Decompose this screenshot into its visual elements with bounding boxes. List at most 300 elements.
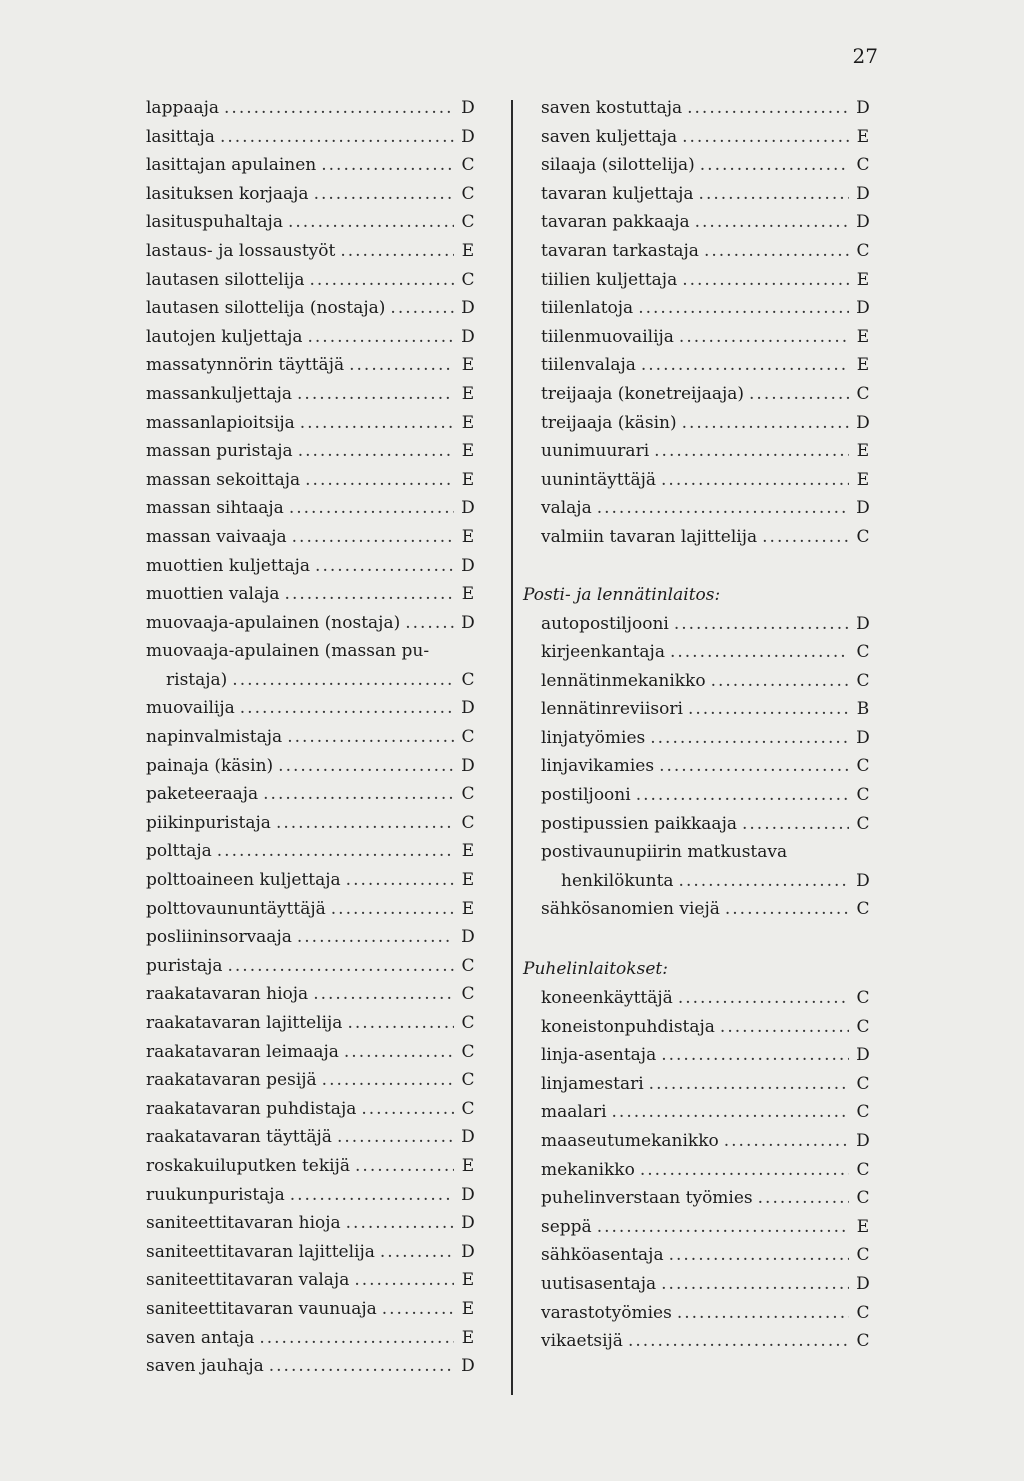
wage-class: E — [856, 126, 870, 147]
occupation-name: lautasen silottelija (nostaja) — [146, 298, 386, 319]
wage-class: C — [461, 212, 475, 233]
dot-leader — [240, 694, 454, 723]
dot-leader — [641, 351, 849, 380]
occupation-row — [541, 838, 871, 867]
dot-leader — [355, 1152, 454, 1181]
section-gap — [541, 552, 871, 580]
occupation-name: massan sekoittaja — [146, 469, 301, 490]
occupation-row — [541, 494, 871, 523]
occupation-row — [146, 1209, 476, 1238]
occupation-row — [146, 237, 476, 266]
wage-class: C — [461, 1013, 475, 1033]
occupation-row — [541, 638, 871, 667]
occupation-row — [146, 409, 476, 438]
wage-class: E — [461, 1298, 475, 1319]
wage-class: D — [461, 1127, 475, 1148]
occupation-name: henkilökunta — [561, 870, 674, 891]
dot-leader — [711, 667, 849, 696]
occupation-row — [541, 123, 871, 152]
occupation-row — [146, 552, 476, 581]
wage-class: C — [461, 984, 475, 1005]
dot-leader — [695, 208, 849, 237]
dot-leader — [650, 724, 849, 753]
occupation-name: postipussien paikkaaja — [541, 813, 737, 834]
dot-leader — [289, 494, 454, 523]
dot-leader — [288, 208, 454, 237]
occupation-row — [146, 1009, 476, 1038]
occupation-row — [146, 1295, 476, 1324]
wage-class: D — [461, 1213, 475, 1234]
dot-leader — [313, 980, 454, 1009]
occupation-row — [541, 1327, 871, 1356]
occupation-name: valaja — [541, 498, 592, 519]
wage-class: D — [461, 1356, 475, 1377]
wage-class: E — [461, 526, 475, 547]
wage-class: E — [856, 355, 870, 376]
occupation-name: lautojen kuljettaja — [146, 326, 303, 347]
wage-class: E — [461, 870, 475, 891]
dot-leader — [315, 552, 454, 581]
occupation-row — [541, 1213, 871, 1242]
occupation-row — [146, 1038, 476, 1067]
dot-leader — [220, 123, 454, 152]
occupation-name: silaaja (silottelija) — [541, 155, 695, 176]
dot-leader — [612, 1098, 849, 1127]
occupation-name: lennätinreviisori — [541, 699, 683, 720]
dot-leader — [682, 266, 849, 295]
occupation-name: treijaaja (käsin) — [541, 412, 677, 433]
dot-leader — [679, 323, 849, 352]
wage-class: C — [461, 784, 475, 805]
wage-class: C — [856, 785, 870, 806]
occupation-row — [541, 437, 871, 466]
dot-leader — [597, 494, 849, 523]
occupation-name: massanlapioitsija — [146, 412, 295, 433]
occupation-name: raakatavaran lajittelija — [146, 1013, 343, 1033]
occupation-name: linjatyömies — [541, 727, 646, 748]
dot-leader — [344, 1038, 454, 1067]
occupation-name: massan vaivaaja — [146, 526, 287, 547]
occupation-row — [541, 1184, 871, 1213]
dot-leader — [597, 1213, 849, 1242]
occupation-row — [541, 294, 871, 323]
wage-class: C — [856, 813, 870, 834]
occupation-row — [541, 810, 871, 839]
dot-leader — [217, 837, 454, 866]
occupation-row — [146, 1152, 476, 1181]
wage-class: D — [856, 498, 870, 519]
wage-class: C — [856, 1331, 870, 1352]
occupation-name: vikaetsijä — [541, 1331, 623, 1352]
occupation-row — [146, 266, 476, 295]
wage-class: D — [856, 412, 870, 433]
occupation-name: polttoaineen kuljettaja — [146, 870, 341, 891]
wage-class: D — [461, 612, 475, 633]
occupation-row — [541, 781, 871, 810]
dot-leader — [322, 1066, 454, 1095]
wage-class: C — [856, 155, 870, 176]
occupation-row — [146, 1123, 476, 1152]
wage-class: C — [856, 756, 870, 777]
occupation-name: tavaran kuljettaja — [541, 183, 694, 204]
wage-class: D — [856, 212, 870, 233]
wage-class: C — [856, 899, 870, 920]
occupation-row — [541, 266, 871, 295]
dot-leader — [308, 323, 455, 352]
dot-leader — [269, 1352, 454, 1381]
dot-leader — [347, 1009, 454, 1038]
occupation-row — [146, 494, 476, 523]
dot-leader — [314, 180, 454, 209]
dot-leader — [749, 380, 849, 409]
dot-leader — [292, 523, 454, 552]
dot-leader — [224, 94, 454, 123]
dot-leader — [725, 895, 849, 924]
wage-class: C — [461, 669, 475, 690]
occupation-name: ruukunpuristaja — [146, 1184, 285, 1205]
occupation-row — [541, 667, 871, 696]
occupation-name: sähköasentaja — [541, 1245, 664, 1266]
occupation-name: tiilenvalaja — [541, 355, 636, 376]
dot-leader — [674, 610, 849, 639]
dot-leader — [700, 151, 849, 180]
occupation-row — [541, 523, 871, 552]
wage-class: E — [461, 1327, 475, 1348]
occupation-row — [541, 1013, 871, 1042]
occupation-row — [146, 123, 476, 152]
wage-class: B — [856, 699, 870, 720]
wage-class: D — [856, 183, 870, 204]
occupation-name: saven jauhaja — [146, 1356, 264, 1377]
dot-leader — [390, 294, 454, 323]
occupation-name: puhelinverstaan työmies — [541, 1188, 753, 1209]
dot-leader — [259, 1324, 454, 1353]
occupation-row — [146, 437, 476, 466]
occupation-row — [146, 866, 476, 895]
wage-class: D — [461, 1184, 475, 1205]
occupation-name: lasittaja — [146, 126, 215, 147]
occupation-name: saven kuljettaja — [541, 126, 678, 147]
wage-class: D — [856, 870, 870, 891]
dot-leader — [649, 1070, 849, 1099]
dot-leader — [762, 523, 849, 552]
wage-class: D — [461, 555, 475, 576]
occupation-name: koneenkäyttäjä — [541, 988, 673, 1009]
occupation-name: lasituspuhaltaja — [146, 212, 283, 233]
occupation-row — [541, 895, 871, 924]
wage-class: C — [856, 1016, 870, 1037]
occupation-name: ristaja) — [166, 669, 228, 690]
wage-class: C — [856, 1245, 870, 1266]
occupation-row — [541, 695, 871, 724]
occupation-row — [541, 1127, 871, 1156]
occupation-name: tiilien kuljettaja — [541, 269, 678, 290]
wage-class: D — [856, 1273, 870, 1294]
wage-class: D — [461, 755, 475, 776]
dot-leader — [687, 94, 849, 123]
dot-leader — [678, 984, 849, 1013]
occupation-row — [146, 380, 476, 409]
wage-class: E — [461, 355, 475, 376]
dot-leader — [298, 437, 454, 466]
dot-leader — [670, 638, 849, 667]
occupation-row — [146, 752, 476, 781]
occupation-name: muottien kuljettaja — [146, 555, 311, 576]
occupation-name: raakatavaran leimaaja — [146, 1041, 339, 1062]
occupation-name: uunimuurari — [541, 441, 650, 462]
wage-class: E — [856, 441, 870, 462]
occupation-name: tiilenmuovailija — [541, 326, 674, 347]
occupation-name: massan sihtaaja — [146, 498, 284, 519]
occupation-row — [146, 1238, 476, 1267]
occupation-name: roskakuiluputken tekijä — [146, 1155, 351, 1176]
occupation-name: treijaaja (konetreijaaja) — [541, 383, 745, 404]
occupation-name: valmiin tavaran lajittelija — [541, 526, 758, 547]
occupation-name: postivaunupiirin matkustava — [541, 842, 788, 863]
occupation-name: koneistonpuhdistaja — [541, 1016, 715, 1037]
occupation-row — [146, 523, 476, 552]
occupation-row — [146, 151, 476, 180]
occupation-name: paketeeraaja — [146, 784, 259, 805]
occupation-name: raakatavaran hioja — [146, 984, 309, 1005]
dot-leader — [661, 1270, 849, 1299]
posti-occupation-list — [541, 610, 871, 925]
occupation-row — [541, 867, 871, 896]
wage-class: D — [461, 98, 475, 118]
occupation-row — [541, 151, 871, 180]
occupation-row — [541, 237, 871, 266]
wage-class: C — [461, 1041, 475, 1062]
wage-class: E — [856, 326, 870, 347]
wage-class: C — [461, 183, 475, 204]
wage-class: C — [856, 383, 870, 404]
occupation-name: lennätinmekanikko — [541, 670, 706, 691]
occupation-name: muovailija — [146, 698, 235, 719]
dot-leader — [640, 1156, 849, 1185]
occupation-row — [541, 323, 871, 352]
occupation-name: postiljooni — [541, 785, 631, 806]
dot-leader — [724, 1127, 849, 1156]
wage-class: C — [461, 1070, 475, 1091]
wage-class: C — [856, 526, 870, 547]
occupation-name: tavaran pakkaaja — [541, 212, 690, 233]
wage-class: C — [856, 1188, 870, 1209]
dot-leader — [659, 752, 849, 781]
occupation-row — [541, 1070, 871, 1099]
occupation-row — [541, 1041, 871, 1070]
dot-leader — [305, 466, 454, 495]
occupation-name: tavaran tarkastaja — [541, 240, 699, 261]
occupation-name: massankuljettaja — [146, 383, 293, 404]
wage-class: D — [461, 126, 475, 147]
occupation-row — [146, 609, 476, 638]
dot-leader — [297, 380, 454, 409]
occupation-name: uunintäyttäjä — [541, 469, 657, 490]
wage-class: E — [461, 1155, 475, 1176]
occupation-name: saniteettitavaran hioja — [146, 1213, 341, 1234]
wage-class: C — [856, 670, 870, 691]
occupation-name: saniteettitavaran vaunuaja — [146, 1298, 377, 1319]
dot-leader — [405, 609, 454, 638]
wage-class: C — [856, 240, 870, 261]
wage-class: C — [461, 269, 475, 290]
dot-leader — [263, 780, 454, 809]
occupation-row — [146, 1324, 476, 1353]
occupation-name: saniteettitavaran valaja — [146, 1270, 350, 1291]
wage-class: E — [461, 469, 475, 490]
occupation-row — [541, 208, 871, 237]
occupation-name: linjamestari — [541, 1073, 644, 1094]
dot-leader — [661, 466, 849, 495]
occupation-name: piikinpuristaja — [146, 812, 271, 833]
occupation-row — [541, 1156, 871, 1185]
dot-leader — [661, 1041, 849, 1070]
occupation-name: lappaaja — [146, 98, 220, 118]
wage-class: D — [856, 727, 870, 748]
dot-leader — [380, 1238, 454, 1267]
wage-class: E — [461, 898, 475, 919]
dot-leader — [636, 781, 849, 810]
dot-leader — [331, 895, 454, 924]
dot-leader — [654, 437, 849, 466]
occupation-name: muovaaja-apulainen (nostaja) — [146, 612, 401, 633]
dot-leader — [758, 1184, 849, 1213]
occupation-name: puristaja — [146, 955, 223, 976]
occupation-row — [541, 1241, 871, 1270]
dot-leader — [682, 123, 849, 152]
occupation-row — [541, 984, 871, 1013]
wage-class: E — [856, 469, 870, 490]
dot-leader — [287, 723, 454, 752]
dot-leader — [285, 580, 454, 609]
occupation-row — [541, 1299, 871, 1328]
wage-class: D — [856, 98, 870, 118]
occupation-row — [146, 1095, 476, 1124]
occupation-name: napinvalmistaja — [146, 727, 283, 748]
occupation-row — [146, 723, 476, 752]
occupation-name: raakatavaran puhdistaja — [146, 1098, 357, 1119]
wage-class: C — [856, 1302, 870, 1323]
wage-class: C — [856, 988, 870, 1009]
wage-class: D — [856, 298, 870, 319]
wage-class: E — [461, 584, 475, 605]
dot-leader — [677, 1299, 849, 1328]
dot-leader — [349, 351, 454, 380]
dot-leader — [309, 266, 454, 295]
occupation-name: linjavikamies — [541, 756, 655, 777]
wage-class: C — [856, 1073, 870, 1094]
occupation-row — [146, 666, 476, 695]
occupation-name: saniteettitavaran lajittelija — [146, 1241, 375, 1262]
dot-leader — [361, 1095, 454, 1124]
puhelin-occupation-list — [541, 984, 871, 1356]
wage-class: C — [461, 955, 475, 976]
occupation-name: massatynnörin täyttäjä — [146, 355, 345, 376]
occupation-row — [146, 895, 476, 924]
occupation-row — [146, 780, 476, 809]
wage-class: D — [461, 698, 475, 719]
wage-class: C — [856, 1159, 870, 1180]
occupation-row — [146, 923, 476, 952]
occupation-name: massan puristaja — [146, 441, 293, 462]
wage-class: D — [461, 298, 475, 319]
occupation-row — [541, 380, 871, 409]
occupation-row — [541, 351, 871, 380]
dot-leader — [346, 1209, 454, 1238]
dot-leader — [628, 1327, 849, 1356]
occupation-row — [146, 952, 476, 981]
dot-leader — [346, 866, 454, 895]
dot-leader — [228, 952, 455, 981]
right-occupation-list — [541, 94, 871, 552]
dot-leader — [321, 151, 454, 180]
wage-class: E — [461, 240, 475, 261]
occupation-name: sähkösanomien viejä — [541, 899, 720, 920]
dot-leader — [340, 237, 454, 266]
wage-class: E — [856, 1216, 870, 1237]
occupation-row — [541, 1270, 871, 1299]
dot-leader — [720, 1013, 849, 1042]
occupation-row — [541, 752, 871, 781]
occupation-row — [146, 351, 476, 380]
wage-class: C — [856, 642, 870, 663]
left-occupation-list — [146, 94, 476, 1381]
occupation-name: lasituksen korjaaja — [146, 183, 309, 204]
wage-class: D — [461, 1241, 475, 1262]
wage-class: D — [461, 326, 475, 347]
occupation-row — [146, 837, 476, 866]
wage-class: D — [856, 1131, 870, 1151]
wage-class: E — [461, 383, 475, 404]
dot-leader — [300, 409, 454, 438]
page-number: 27 — [852, 44, 878, 68]
occupation-row — [146, 208, 476, 237]
occupation-name: lautasen silottelija — [146, 269, 305, 290]
occupation-name: raakatavaran täyttäjä — [146, 1127, 332, 1148]
wage-class: D — [461, 498, 475, 519]
occupation-row — [541, 466, 871, 495]
left-column — [146, 94, 476, 1381]
occupation-name: maalari — [541, 1102, 607, 1123]
dot-leader — [682, 409, 849, 438]
occupation-row — [146, 1352, 476, 1381]
section-gap — [541, 924, 871, 954]
wage-class: D — [856, 613, 870, 634]
dot-leader — [679, 867, 849, 896]
dot-leader — [699, 180, 849, 209]
occupation-name: raakatavaran pesijä — [146, 1070, 317, 1091]
occupation-name: mekanikko — [541, 1159, 635, 1180]
occupation-name: muottien valaja — [146, 584, 280, 605]
wage-class: D — [856, 1045, 870, 1066]
dot-leader — [337, 1123, 454, 1152]
wage-class: E — [461, 1270, 475, 1291]
dot-leader — [232, 666, 454, 695]
dot-leader — [742, 810, 849, 839]
occupation-name: painaja (käsin) — [146, 755, 274, 776]
occupation-name: lastaus- ja lossaustyöt — [146, 240, 336, 261]
occupation-row — [541, 180, 871, 209]
occupation-row — [146, 809, 476, 838]
occupation-name: seppä — [541, 1216, 592, 1237]
occupation-row — [146, 94, 476, 123]
occupation-row — [146, 694, 476, 723]
occupation-name: kirjeenkantaja — [541, 642, 665, 663]
occupation-name: varastotyömies — [541, 1302, 672, 1323]
occupation-row — [541, 724, 871, 753]
dot-leader — [638, 294, 849, 323]
occupation-row — [146, 580, 476, 609]
